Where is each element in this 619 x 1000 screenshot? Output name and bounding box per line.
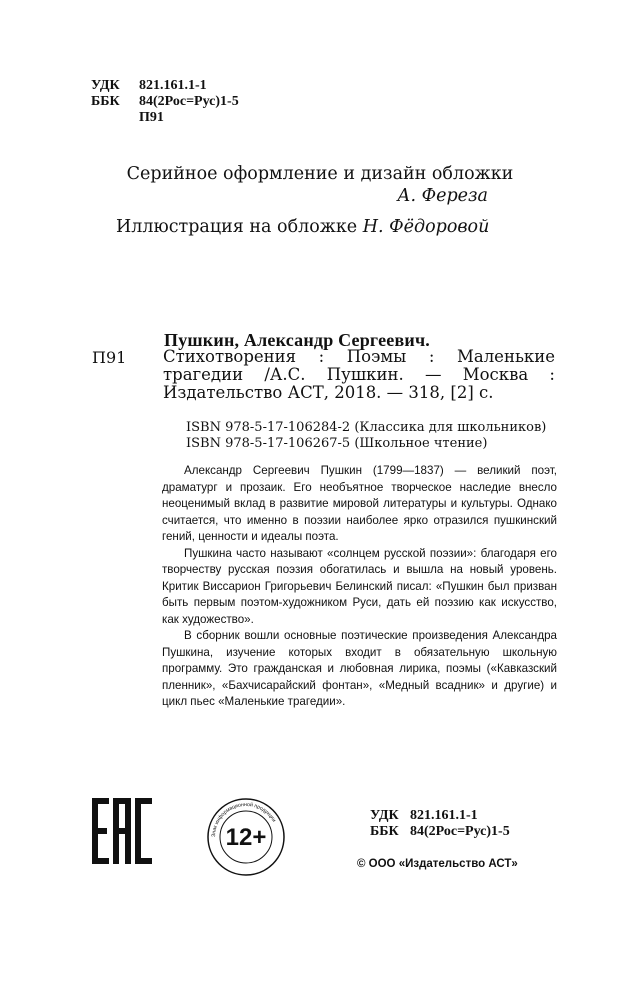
udk-label: УДК (91, 78, 120, 93)
isbn-line-2: ISBN 978-5-17-106267-5 (Школьное чтение) (186, 436, 488, 451)
isbn-line-1: ISBN 978-5-17-106284-2 (Классика для школьников) (186, 420, 547, 435)
catalog-mark: П91 (92, 348, 127, 367)
bottom-bbk-value: 84(2Рос=Рус)1-5 (410, 824, 510, 839)
copyright-notice: © ООО «Издательство АСТ» (357, 858, 518, 870)
bottom-udk-value: 821.161.1-1 (410, 808, 478, 823)
age-rating-label: 12+ (225, 824, 267, 851)
series-design-credit (60, 163, 580, 207)
annotation-paragraph-1: Александр Сергеевич Пушкин (1799—1837) — великий поэт, драматург и прозаик. Его необъятное творческое наследие внесло неоценимый вклад в развитие мировой литературы и культуры. Однако считается, что именно в поэзии наиболее ярко отразился пушкинский гений, ценности и идеалы поэта. (162, 464, 557, 543)
illustration-prefix: Иллюстрация на обложке (116, 217, 358, 237)
annotation-paragraph-3: В сборник вошли основные поэтические произведения Александра Пушкина, изучение которых входит в обязательную школьную программу. Это гражданская и любовная лирика, поэмы («Кавказский пленник», «Бахчисарайский фонтан», «Медный всадник» и другие) и цикл пьес «Маленькие трагедии». (162, 629, 557, 708)
bottom-udk-label: УДК (370, 808, 399, 823)
annotation (162, 463, 557, 711)
bottom-bbk-label: ББК (370, 824, 399, 839)
series-design-line: Серийное оформление и дизайн обложки (126, 164, 514, 184)
annotation-paragraph-2: Пушкина часто называют «солнцем русской поэзии»: благодаря его творчеству русская поэзия обогатилась и вышла на новый уровень. Критик Виссарион Григорьевич Белинский писал: «Пушкин был призван быть первым поэтом-художником Руси, дать ей поэзию как искусство, как художество». (162, 546, 557, 626)
series-designer-name: А. Фереза (397, 186, 488, 206)
top-udk-row (91, 78, 239, 94)
catalog-author: Пушкин, Александр Сергеевич. (164, 330, 430, 350)
top-classification-codes (91, 78, 239, 126)
age-ring-text: Знак информационной продукции (210, 801, 277, 838)
eac-conformity-mark-icon (90, 792, 154, 872)
author-mark: П91 (139, 110, 164, 125)
bottom-bbk-row (370, 824, 510, 840)
top-author-mark-row (91, 110, 239, 126)
illustration-artist: Н. Фёдоровой (362, 217, 490, 237)
udk-value: 821.161.1-1 (139, 78, 207, 93)
isbn-block (186, 420, 546, 452)
bottom-classification-codes (370, 808, 510, 840)
top-bbk-row (91, 94, 239, 110)
catalog-description: Стихотворения : Поэмы : Маленькие трагедии /А.С. Пушкин. — Москва : Издательство АСТ, 2018. — 318, [2] с. (163, 347, 555, 402)
illustration-credit (116, 216, 489, 238)
bbk-label: ББК (91, 94, 120, 109)
age-rating-seal-icon (206, 797, 286, 877)
bbk-value: 84(2Рос=Рус)1-5 (139, 94, 239, 109)
bottom-udk-row (370, 808, 510, 824)
